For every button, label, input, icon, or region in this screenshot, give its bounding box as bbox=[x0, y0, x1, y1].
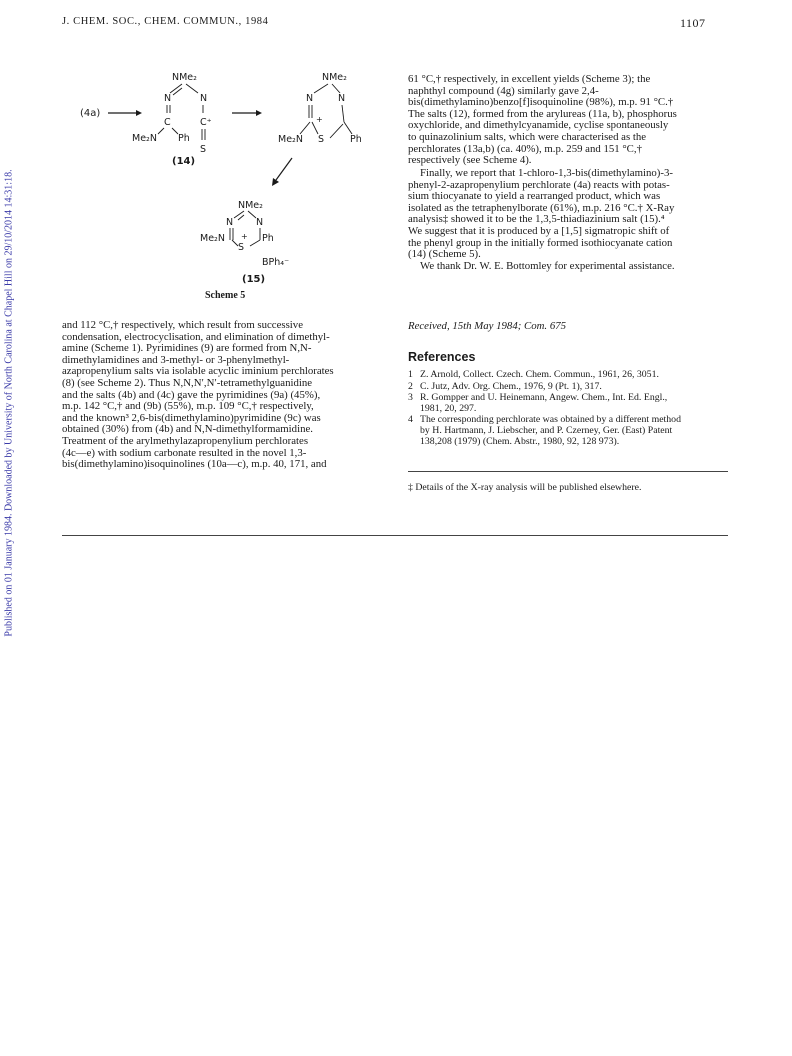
text-line: and the known³ 2,6-bis(dimethylamino)pyrimidine (9c) was bbox=[62, 411, 321, 424]
text-line: respectively (see Scheme 4). bbox=[408, 154, 532, 167]
text-line: phenyl-2-azapropenylium perchlorate (4a) reacts with potas- bbox=[408, 178, 670, 191]
text-line: Finally, we report that 1-chloro-1,3-bis(dimethylamino)-3- bbox=[420, 167, 673, 179]
text-line: sium thiocyanate to yield a rearranged product, which was bbox=[408, 190, 661, 203]
c14-c-right: C⁺ bbox=[200, 117, 212, 128]
reference-text: R. Gompper and U. Heinemann, Angew. Chem., Int. Ed. Engl., bbox=[420, 392, 668, 404]
reference-number: 2 bbox=[408, 380, 413, 392]
int-bond-f bbox=[300, 122, 310, 134]
int-bond-i bbox=[330, 124, 343, 138]
text-line: We suggest that it is produced by a [1,5] sigmatropic shift of bbox=[408, 224, 670, 237]
reference-text: The corresponding perchlorate was obtained by a different method bbox=[420, 414, 681, 426]
c14-nme2: NMe₂ bbox=[172, 72, 197, 83]
running-header: J. CHEM. SOC., CHEM. COMMUN., 1984 bbox=[62, 16, 269, 27]
reference-text: C. Jutz, Adv. Org. Chem., 1976, 9 (Pt. 1), 317. bbox=[420, 380, 602, 392]
text-line: dimethylamidines and 3-methyl- or 3-phenylmethyl- bbox=[62, 353, 290, 366]
reference-item bbox=[408, 415, 738, 447]
reference-number: 1 bbox=[408, 369, 413, 380]
text-line: perchlorates (13a,b) (ca. 40%), m.p. 259 and 151 °C,† bbox=[408, 142, 642, 155]
reaction-arrow-2-head bbox=[256, 110, 262, 116]
text-line: and 112 °C,† respectively, which result from successive bbox=[62, 319, 303, 331]
received-date: Received, 15th May 1984; Com. 675 bbox=[408, 320, 567, 332]
page-bottom-rule bbox=[62, 535, 728, 536]
reference-item bbox=[408, 393, 738, 414]
c15-me2n: Me₂N bbox=[200, 233, 225, 244]
references-heading: References bbox=[408, 350, 476, 364]
acknowledgement: We thank Dr. W. E. Bottomley for experimental assistance. bbox=[420, 260, 675, 272]
int-plus: + bbox=[316, 115, 323, 124]
c15-bond-c bbox=[238, 215, 244, 220]
text-line: (14) (Scheme 5). bbox=[408, 248, 481, 261]
text-line: 61 °C,† respectively, in excellent yields (Scheme 3); the bbox=[408, 73, 651, 85]
right-column-paragraph-2 bbox=[408, 168, 728, 261]
int-bond-e bbox=[342, 105, 344, 122]
c15-ph: Ph bbox=[262, 233, 274, 244]
text-line: Treatment of the arylmethylazapropenylium perchlorates bbox=[62, 434, 309, 447]
reference-text: by H. Hartmann, J. Liebscher, and P. Czerney, Ger. (East) Patent bbox=[420, 424, 673, 436]
scheme-caption: Scheme 5 bbox=[205, 290, 246, 301]
text-line: condensation, electrocyclisation, and elimination of dimethyl- bbox=[62, 330, 330, 343]
c15-n-right: N bbox=[256, 217, 264, 228]
text-line: to quinazolinium salts, which were characterised as the bbox=[408, 130, 647, 143]
text-line: The salts (12), formed from the arylureas (11a, b), phosphorus bbox=[408, 107, 677, 120]
c15-nme2: NMe₂ bbox=[238, 200, 263, 211]
int-me2n: Me₂N bbox=[278, 134, 303, 145]
text-line: amine (Scheme 1). Pyrimidines (9) are formed from N,N- bbox=[62, 342, 312, 355]
reference-number: 3 bbox=[408, 392, 413, 404]
page-number: 1107 bbox=[680, 16, 706, 30]
c15-bond-b bbox=[248, 211, 256, 218]
c14-s: S bbox=[200, 144, 207, 155]
text-line: bis(dimethylamino)benzo[f]isoquinoline (98%), m.p. 91 °C.† bbox=[408, 96, 674, 109]
reference-item bbox=[408, 370, 738, 381]
text-line: analysis‡ showed it to be the 1,3,5-thiadiazinium salt (15).⁴ bbox=[408, 213, 665, 226]
text-line: (8) (see Scheme 2). Thus N,N,N′,N′-tetramethylguanidine bbox=[62, 376, 313, 389]
right-column-paragraph-1 bbox=[408, 74, 728, 167]
text-line: (4c—e) with sodium carbonate resulted in the novel 1,3- bbox=[62, 446, 307, 459]
text-line: obtained (30%) from (4b) and N,N-dimethylformamidine. bbox=[62, 423, 313, 436]
provenance-note[interactable] bbox=[2, 148, 16, 658]
text-line: oxychloride, and dimethylcyanamide, cyclise spontaneously bbox=[408, 119, 669, 132]
reaction-arrow-1-head bbox=[136, 110, 142, 116]
c14-n-left: N bbox=[164, 93, 172, 104]
text-line: bis(dimethylamino)isoquinolines (10a—c), m.p. 40, 171, and bbox=[62, 458, 327, 471]
c14-me2n: Me₂N bbox=[132, 133, 157, 144]
c14-bond-b bbox=[186, 84, 198, 93]
reaction-arrow-3 bbox=[276, 158, 292, 180]
references-list bbox=[408, 370, 738, 448]
c15-bond-a bbox=[234, 211, 244, 218]
reference-item bbox=[408, 382, 738, 393]
c15-plus: + bbox=[241, 232, 248, 241]
int-n-left: N bbox=[306, 93, 314, 104]
scheme-5-figure bbox=[60, 60, 400, 290]
c14-label: (14) bbox=[172, 156, 196, 167]
text-line: the phenyl group in the initially formed isothiocyanate cation bbox=[408, 236, 673, 249]
int-n-right: N bbox=[338, 93, 346, 104]
reference-text: 138,208 (1979) (Chem. Abstr., 1980, 92, 128 973). bbox=[420, 435, 620, 447]
int-nme2: NMe₂ bbox=[322, 72, 347, 83]
int-ph: Ph bbox=[350, 134, 362, 145]
int-bond-h bbox=[344, 122, 352, 134]
text-line: and the salts (4b) and (4c) gave the pyrimidines (9a) (45%), bbox=[62, 388, 321, 401]
left-column-text bbox=[62, 320, 384, 471]
int-bond-a bbox=[314, 84, 328, 93]
provenance-note-text: Published on 01 January 1984. Downloaded by University of North Carolina at Chapel Hill on 29/10/2014 14:31:18. bbox=[3, 169, 15, 637]
c15-s: S bbox=[238, 242, 245, 253]
c15-label: (15) bbox=[242, 274, 266, 285]
reference-text: 1981, 20, 297. bbox=[420, 402, 477, 414]
c15-n-left: N bbox=[226, 217, 234, 228]
reference-number: 4 bbox=[408, 414, 413, 426]
footnote: ‡ Details of the X-ray analysis will be published elsewhere. bbox=[408, 482, 642, 493]
c14-n-right: N bbox=[200, 93, 208, 104]
reaction-arrow-3-head bbox=[272, 178, 279, 186]
c14-bond-h bbox=[172, 128, 178, 134]
c15-bond-h bbox=[250, 240, 260, 246]
c14-ph: Ph bbox=[178, 133, 190, 144]
c14-bond-g bbox=[158, 128, 164, 134]
start-compound-label: (4a) bbox=[80, 108, 101, 119]
c14-c-left: C bbox=[164, 117, 171, 128]
c14-bond-c bbox=[173, 88, 182, 95]
int-bond-b bbox=[332, 84, 340, 93]
footnote-rule bbox=[408, 471, 728, 472]
text-line: naphthyl compound (4g) similarly gave 2,4- bbox=[408, 84, 599, 97]
text-line: azapropenylium salts via isolable acyclic iminium perchlorates bbox=[62, 365, 334, 378]
c15-counterion: BPh₄⁻ bbox=[262, 257, 290, 268]
text-line: isolated as the tetraphenylborate (61%), m.p. 216 °C.† X-Ray bbox=[408, 201, 675, 214]
int-s: S bbox=[318, 134, 325, 145]
reference-text: Z. Arnold, Collect. Czech. Chem. Commun., 1961, 26, 3051. bbox=[420, 369, 659, 380]
text-line: m.p. 142 °C,† and (9b) (55%), m.p. 109 °C,† respectively, bbox=[62, 400, 314, 413]
c14-bond-a bbox=[170, 84, 182, 93]
